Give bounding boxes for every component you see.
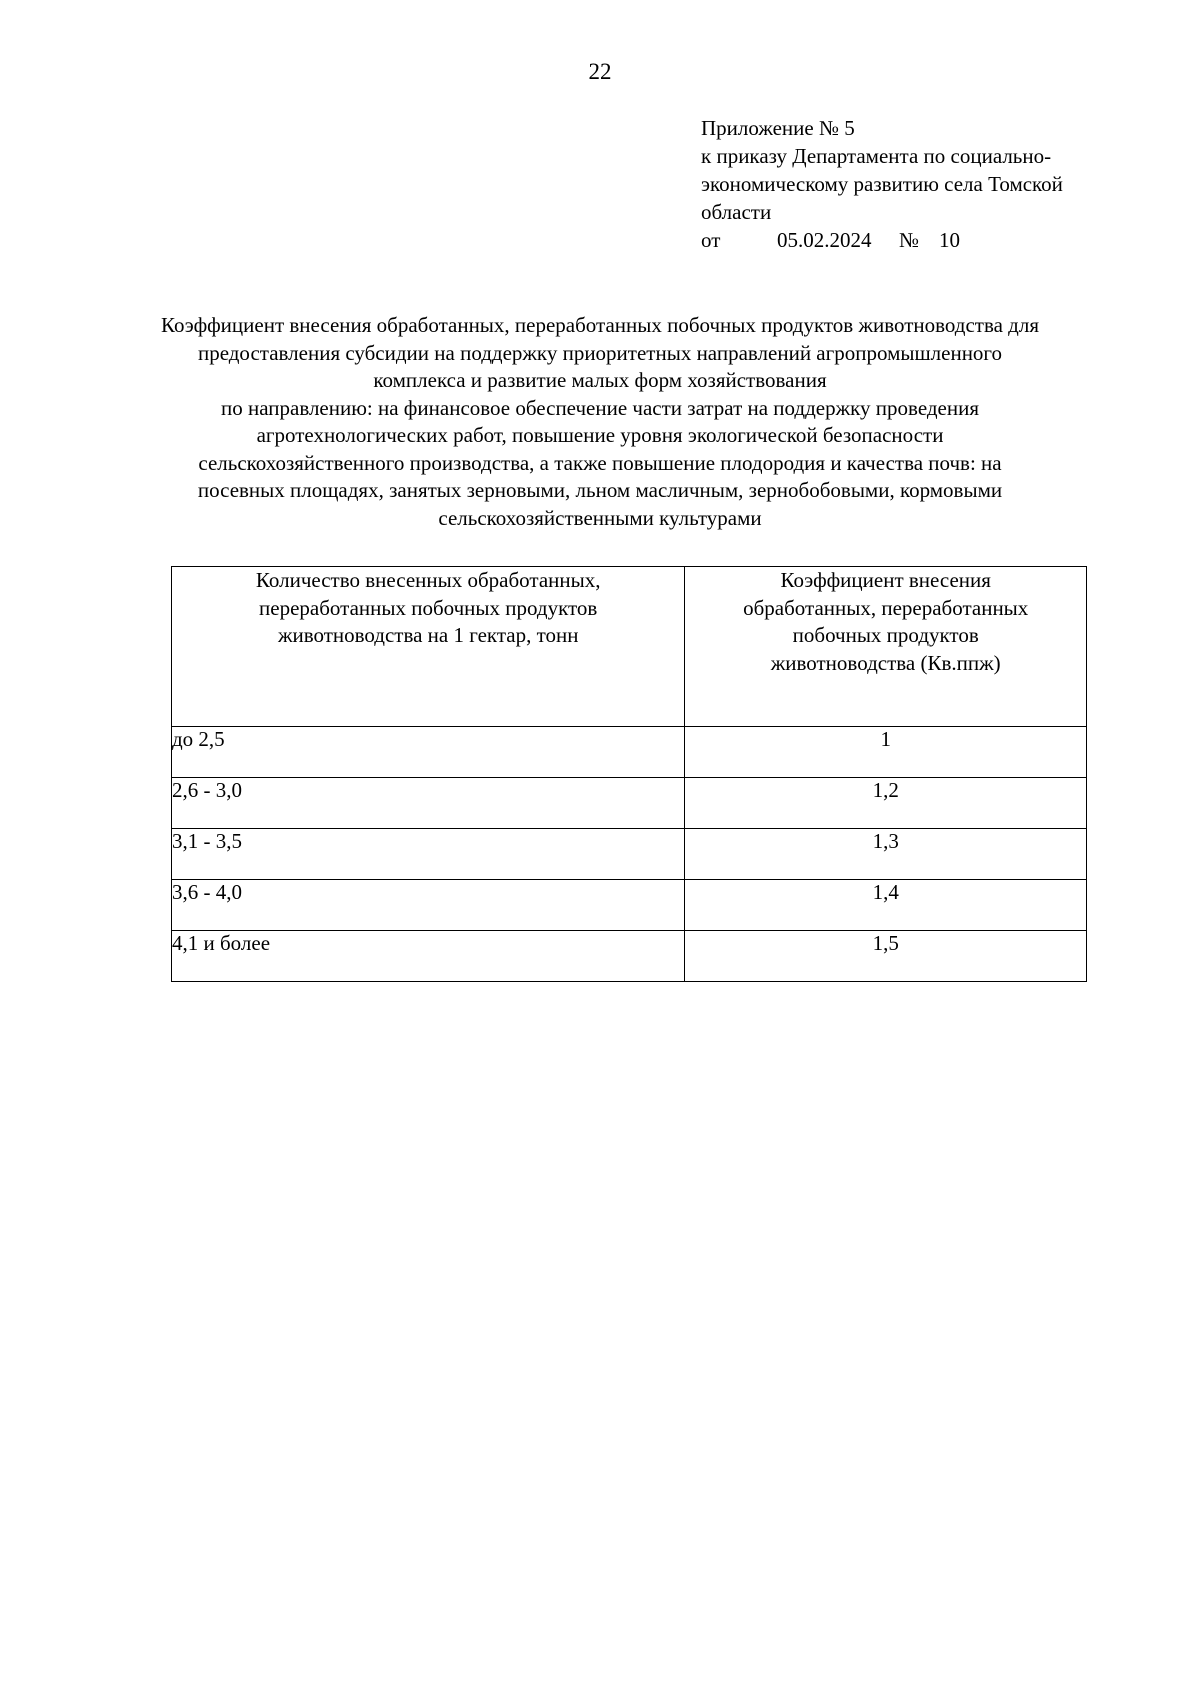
appendix-title: Приложение № 5 — [701, 116, 855, 140]
coefficient-cell: 1,2 — [685, 778, 1087, 829]
table-row — [172, 727, 1087, 778]
order-date: 05.02.2024 — [777, 228, 872, 252]
header-coefficient-line: побочных продуктов — [792, 623, 979, 647]
document-title — [0, 312, 1200, 532]
table-row — [172, 880, 1087, 931]
coefficient-cell: 1 — [685, 727, 1087, 778]
header-amount-line: Количество внесенных обработанных, — [255, 568, 601, 592]
header-coefficient-line: обработанных, переработанных — [743, 595, 1029, 620]
order-from-label: от — [701, 228, 721, 252]
amount-cell: 2,6 - 3,0 — [172, 778, 685, 829]
header-amount — [172, 567, 685, 727]
coefficient-cell: 1,4 — [685, 880, 1087, 931]
title-line: сельскохозяйственными культурами — [438, 505, 762, 530]
title-line: агротехнологических работ, повышение уровня экологической безопасности — [256, 423, 944, 447]
appendix-order-reference-cont: экономическому развитию села Томской — [701, 172, 1063, 196]
coefficient-cell: 1,3 — [685, 829, 1087, 880]
header-coefficient-line: Коэффициент внесения — [780, 568, 991, 592]
header-amount-line: переработанных побочных продуктов — [259, 595, 598, 620]
header-coefficient-line: животноводства (Кв.ппж) — [770, 650, 1001, 675]
appendix-order-reference-end: области — [701, 200, 772, 224]
amount-cell: до 2,5 — [172, 727, 685, 778]
amount-cell: 3,1 - 3,5 — [172, 829, 685, 880]
order-number: 10 — [939, 228, 960, 252]
coefficient-table — [171, 566, 1087, 982]
header-amount-line: животноводства на 1 гектар, тонн — [277, 623, 579, 647]
title-line: комплекса и развитие малых форм хозяйствования — [373, 368, 827, 392]
appendix-block — [701, 114, 1141, 254]
header-coefficient — [685, 567, 1087, 727]
title-line: по направлению: на финансовое обеспечение части затрат на поддержку проведения — [220, 395, 980, 420]
appendix-order-reference: к приказу Департамента по социально- — [701, 144, 1052, 168]
order-date-line — [701, 226, 1141, 254]
table-header-row — [172, 567, 1087, 727]
amount-cell: 3,6 - 4,0 — [172, 880, 685, 931]
amount-cell: 4,1 и более — [172, 931, 685, 982]
title-line: предоставления субсидии на поддержку приоритетных направлений агропромышленного — [197, 340, 1003, 365]
table-row — [172, 778, 1087, 829]
title-line: сельскохозяйственного производства, а также повышение плодородия и качества почв: на — [198, 450, 1002, 475]
coefficient-cell: 1,5 — [685, 931, 1087, 982]
order-number-sign: № — [899, 228, 920, 252]
table-row — [172, 931, 1087, 982]
title-line: посевных площадях, занятых зерновыми, льном масличным, зернобобовыми, кормовыми — [197, 478, 1003, 502]
title-line: Коэффициент внесения обработанных, переработанных побочных продуктов животноводства для — [160, 313, 1040, 337]
table-row — [172, 829, 1087, 880]
page-number: 22 — [588, 59, 612, 84]
